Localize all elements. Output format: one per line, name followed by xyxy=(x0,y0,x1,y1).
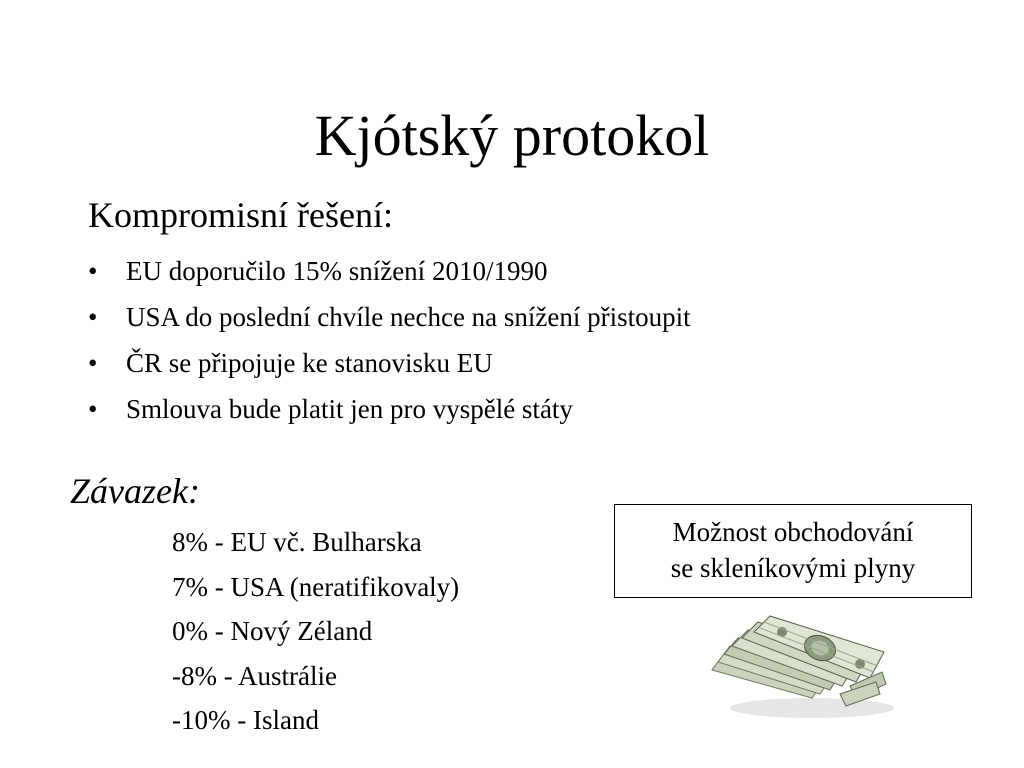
bullet-mark: • xyxy=(88,348,98,378)
slide-title: Kjótský protokol xyxy=(314,103,710,168)
commitment-heading: Závazek: xyxy=(70,471,200,511)
bullet-item xyxy=(88,386,691,432)
bullet-text: EU doporučilo 15% snížení 2010/1990 xyxy=(126,256,548,286)
bullet-list xyxy=(88,248,691,432)
banknote-shadow xyxy=(730,698,894,718)
bullet-mark: • xyxy=(88,394,98,424)
commitment-item: 0% - Nový Zéland xyxy=(172,616,373,646)
bullet-text: USA do poslední chvíle nechce na snížení přistoupit xyxy=(126,302,691,332)
bullet-mark: • xyxy=(88,302,98,332)
note-box xyxy=(614,504,972,598)
commitment-item: 8% - EU vč. Bulharska xyxy=(172,527,422,557)
bullet-text: ČR se připojuje ke stanovisku EU xyxy=(126,348,493,378)
bullet-item xyxy=(88,248,691,294)
commitment-item: -8% - Austrálie xyxy=(172,660,337,691)
section-heading: Kompromisní řešení: xyxy=(88,195,393,235)
commitment-list xyxy=(172,520,459,743)
bullet-text: Smlouva bude platit jen pro vyspělé státy xyxy=(126,394,573,424)
commitment-item: 7% - USA (neratifikovaly) xyxy=(172,571,460,602)
money-banknotes-icon xyxy=(700,612,900,724)
money-image xyxy=(700,612,900,724)
banknote-stack xyxy=(712,616,886,706)
bullet-mark: • xyxy=(88,256,98,286)
note-line-1: Možnost obchodování xyxy=(672,517,914,547)
bullet-item xyxy=(88,294,691,340)
bullet-item xyxy=(88,340,691,386)
commitment-item: -10% - Island xyxy=(172,705,319,735)
note-line-2: se skleníkovými plyny xyxy=(670,553,916,583)
